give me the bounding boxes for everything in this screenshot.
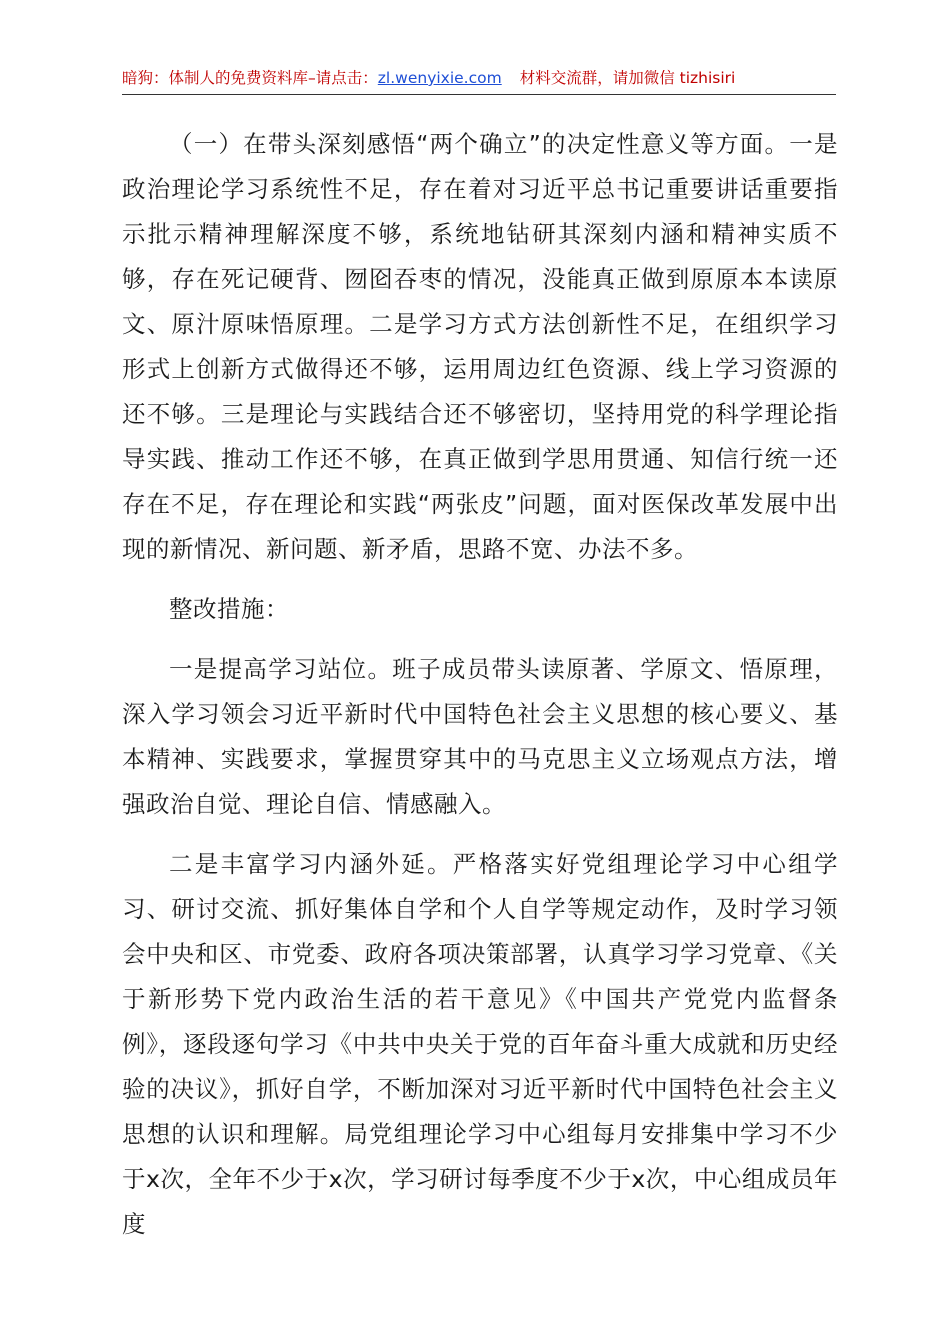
page-header: [122, 66, 836, 95]
header-link[interactable]: zl.wenyixie.com: [377, 69, 502, 87]
document-body: [122, 122, 838, 1247]
paragraph-measure-1: 一是提高学习站位。班子成员带头读原著、学原文、悟原理，深入学习领会习近平新时代中国特色社会主义思想的核心要义、基本精神、实践要求，掌握贯穿其中的马克思主义立场观点方法，增强政治自觉、理论自信、情感融入。: [122, 655, 838, 818]
header-contact: 材料交流群，请加微信 tizhisiri: [519, 69, 736, 87]
paragraph-measure-2: 二是丰富学习内涵外延。严格落实好党组理论学习中心组学习、研讨交流、抓好集体自学和个人自学等规定动作，及时学习领会中央和区、市党委、政府各项决策部署，认真学习学习党章、《关于新形势下党内政治生活的若干意见》《中国共产党党内监督条例》，逐段逐句学习《中共中央关于党的百年奋斗重大成就和历史经验的决议》，抓好自学，不断加深对习近平新时代中国特色社会主义思想的认识和理解。局党组理论学习中心组每月安排集中学习不少于x次，全年不少于x次，学习研讨每季度不少于x次，中心组成员年度: [122, 850, 838, 1238]
paragraph-problem-1: （一）在带头深刻感悟“两个确立”的决定性意义等方面。一是政治理论学习系统性不足，存在着对习近平总书记重要讲话重要指示批示精神理解深度不够，系统地钻研其深刻内涵和精神实质不够，存在死记硬背、囫囵吞枣的情况，没能真正做到原原本本读原文、原汁原味悟原理。二是学习方式方法创新性不足，在组织学习形式上创新方式做得还不够，运用周边红色资源、线上学习资源的还不够。三是理论与实践结合还不够密切，坚持用党的科学理论指导实践、推动工作还不够，在真正做到学思用贯通、知信行统一还存在不足，存在理论和实践“两张皮”问题，面对医保改革发展中出现的新情况、新问题、新矛盾，思路不宽、办法不多。: [122, 130, 838, 563]
header-prompt: –请点击：: [308, 69, 378, 87]
paragraph-rectification-heading: 整改措施：: [169, 595, 289, 623]
header-brand: 暗狗：体制人的免费资料库: [122, 69, 309, 87]
